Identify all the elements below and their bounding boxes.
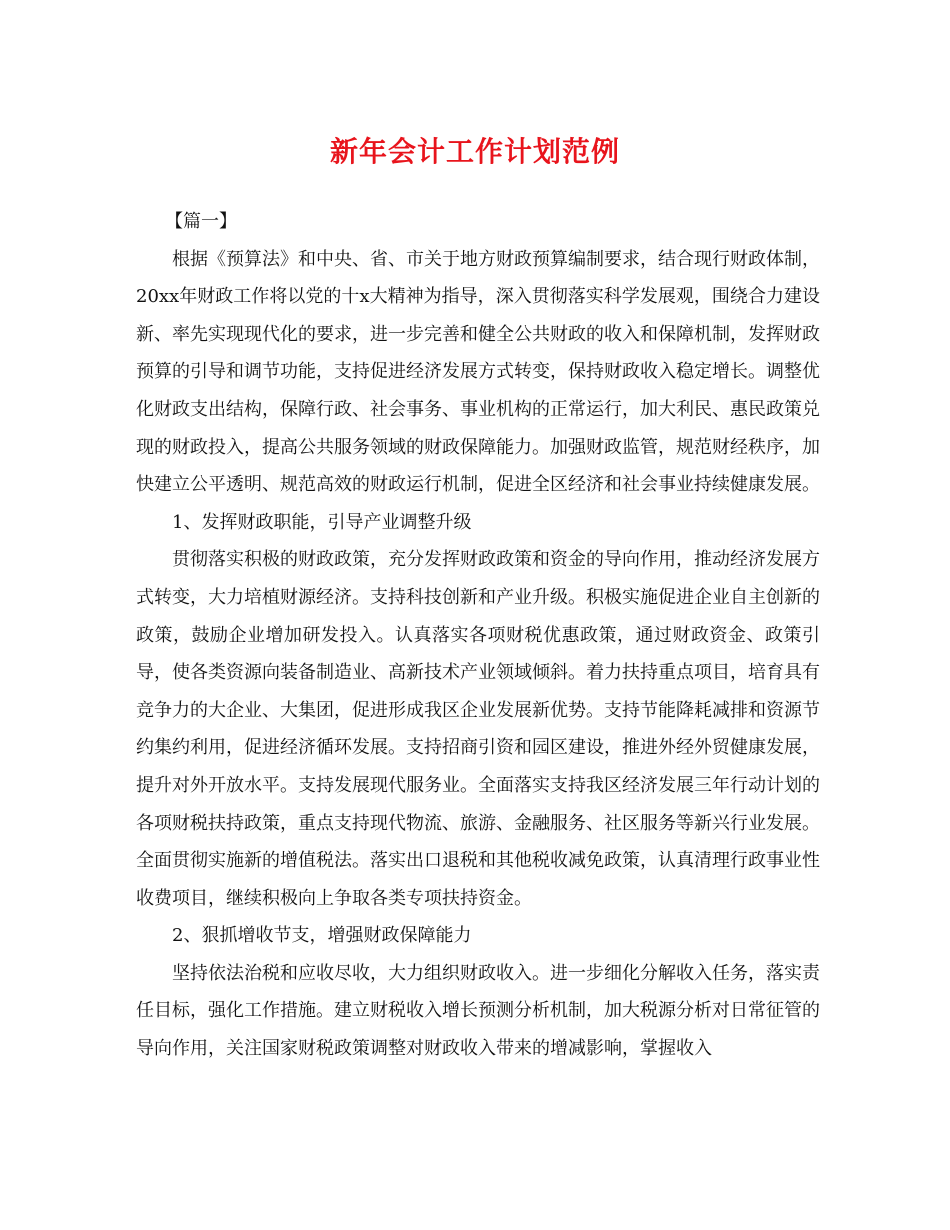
intro-paragraph: 根据《预算法》和中央、省、市关于地方财政预算编制要求，结合现行财政体制，20xx年财政工作将以党的十x大精神为指导，深入贯彻落实科学发展观，围绕合力建设新、率先实现现代化的要求，进一步完善和健全公共财政的收入和保障机制，发挥财政预算的引导和调节功能，支持促进经济发展方式转变，保持财政收入稳定增长。调整优化财政支出结构，保障行政、社会事务、事业机构的正常运行，加大利民、惠民政策兑现的财政投入，提高公共服务领域的财政保障能力。加强财政监管，规范财经秩序，加快建立公平透明、规范高效的财政运行机制，促进全区经济和社会事业持续健康发展。 [136, 248, 820, 496]
document-body [136, 203, 820, 1068]
section-label: 【篇一】 [165, 211, 237, 232]
paragraph-2: 坚持依法治税和应收尽收，大力组织财政收入。进一步细化分解收入任务，落实责任目标，强化工作措施。建立财税收入增长预测分析机制，加大税源分析对日常征管的导向作用，关注国家财税政策调整对财政收入带来的增减影响，掌握收入 [136, 962, 820, 1060]
section-heading-2: 2、狠抓增收节支，增强财政保障能力 [172, 925, 472, 947]
section-heading-1: 1、发挥财政职能，引导产业调整升级 [172, 511, 472, 533]
document-title: 新年会计工作计划范例 [329, 135, 620, 168]
paragraph-1: 贯彻落实积极的财政政策，充分发挥财政政策和资金的导向作用，推动经济发展方式转变，大力培植财源经济。支持科技创新和产业升级。积极实施促进企业自主创新的政策，鼓励企业增加研发投入。认真落实各项财税优惠政策，通过财政资金、政策引导，使各类资源向装备制造业、高新技术产业领域倾斜。着力扶持重点项目，培育具有竞争力的大企业、大集团，促进形成我区企业发展新优势。支持节能降耗减排和资源节约集约利用，促进经济循环发展。支持招商引资和园区建设，推进外经外贸健康发展，提升对外开放水平。支持发展现代服务业。全面落实支持我区经济发展三年行动计划的各项财税扶持政策，重点支持现代物流、旅游、金融服务、社区服务等新兴行业发展。全面贯彻实施新的增值税法。落实出口退税和其他税收减免政策，认真清理行政事业性收费项目，继续积极向上争取各类专项扶持资金。 [136, 549, 820, 909]
